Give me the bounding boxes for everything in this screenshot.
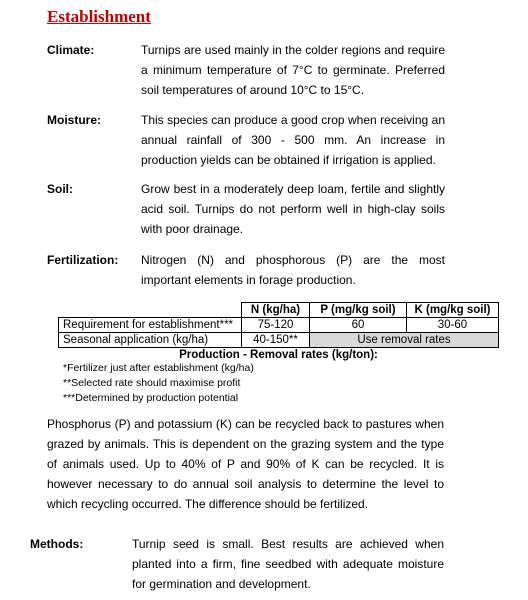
- table-footer-row: [59, 348, 499, 363]
- climate-text: Turnips are used mainly in the colder regions and require a minimum temperature of 7°C to germinate. Preferred soil temperatures of around 10°C to 15°C.: [141, 43, 445, 97]
- table-row: [59, 333, 499, 348]
- table-header-n: N (kg/ha): [242, 303, 310, 318]
- fertilizer-requirements-table: [58, 302, 499, 362]
- table-header-blank: [59, 303, 242, 318]
- cell-n: 75-120: [242, 318, 310, 333]
- table-header-row: [59, 303, 499, 318]
- row-label: Requirement for establishment***: [59, 318, 242, 333]
- cell-pk-merged: Use removal rates: [310, 333, 499, 348]
- footnote: *Fertilizer just after establishment (kg/ha): [63, 362, 254, 374]
- fertilization-text: Nitrogen (N) and phosphorous (P) are the most important elements in forage production.: [141, 253, 445, 287]
- page-title: Establishment: [47, 7, 151, 26]
- table-header-p: P (mg/kg soil): [310, 303, 407, 318]
- soil-label: Soil:: [47, 182, 73, 196]
- moisture-text: This species can produce a good crop when receiving an annual rainfall of 300 - 500 mm. An increase in production yields can be obtained if irrigation is applied.: [141, 113, 445, 167]
- recycling-paragraph: Phosphorus (P) and potassium (K) can be recycled back to pastures when grazed by animals. This is dependent on the grazing system and the type of animals used. Up to 40% of P and 90% of K can be recycled. It is however necessary to do annual soil analysis to determine the level to which recycling occurred. The difference should be fertilized.: [47, 417, 444, 511]
- row-label: Seasonal application (kg/ha): [59, 333, 242, 348]
- methods-label: Methods:: [30, 537, 84, 551]
- fertilization-label: Fertilization:: [47, 253, 119, 267]
- soil-text: Grow best in a moderately deep loam, fertile and slightly acid soil. Turnips do not perform well in high-clay soils with poor drainage.: [141, 182, 445, 236]
- table-row: [59, 318, 499, 333]
- cell-p: 60: [310, 318, 407, 333]
- table-footer: Production - Removal rates (kg/ton):: [179, 349, 378, 361]
- moisture-label: Moisture:: [47, 113, 101, 127]
- table-footnotes: [63, 361, 254, 406]
- footnote: ***Determined by production potential: [63, 392, 239, 404]
- footnote: **Selected rate should maximise profit: [63, 377, 241, 389]
- methods-text: Turnip seed is small. Best results are achieved when planted into a firm, fine seedbed with adequate moisture for germination and development.: [132, 537, 444, 591]
- table-header-k: K (mg/kg soil): [407, 303, 499, 318]
- cell-k: 30-60: [407, 318, 499, 333]
- cell-n: 40-150**: [242, 333, 310, 348]
- climate-label: Climate:: [47, 43, 95, 57]
